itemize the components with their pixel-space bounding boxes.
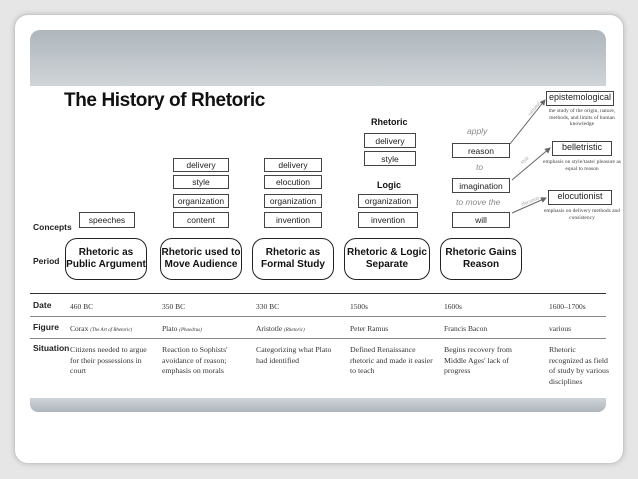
concept-box: will	[452, 212, 510, 228]
date-cell: 1600s	[444, 302, 462, 311]
period-line: Move Audience	[164, 259, 238, 270]
concept-box: style	[173, 175, 229, 189]
figure-cell	[162, 324, 202, 336]
divider	[30, 316, 606, 317]
branch-box: belletristic	[552, 141, 612, 156]
figure-cell: Peter Ramus	[350, 324, 389, 333]
concept-box: content	[173, 212, 229, 228]
to-move-label: to move the	[456, 197, 501, 207]
situation-cell: Reaction to Sophists' avoidance of reason; emphasis on morals	[162, 345, 228, 375]
period-line: Rhetoric as	[78, 247, 134, 258]
figure-cell: Francis Bacon	[444, 324, 488, 333]
concept-box: elocution	[264, 175, 322, 189]
arrow-label: elocution	[520, 196, 541, 208]
date-cell: 350 BC	[162, 302, 186, 311]
branch-box: elocutionist	[548, 190, 612, 205]
figure-cell	[256, 324, 305, 336]
concept-box: delivery	[173, 158, 229, 172]
period-line: Rhetoric Gains	[445, 247, 517, 258]
figure-note: (Phaedrus)	[179, 328, 202, 333]
logic-label: Logic	[377, 180, 401, 190]
concept-box: style	[364, 151, 416, 166]
divider	[30, 338, 606, 339]
figure-note: (The Art of Rhetoric)	[90, 328, 133, 333]
branch-description: the study of the origin, nature, methods, and limits of human knowledge	[548, 108, 616, 127]
figure-cell	[70, 324, 132, 336]
period-line: Rhetoric used to	[161, 247, 241, 258]
period-box	[252, 238, 334, 280]
branch-box: epistemological	[546, 91, 614, 106]
concept-box: imagination	[452, 178, 510, 193]
concept-box: invention	[358, 212, 418, 228]
date-cell: 1600–1700s	[549, 302, 586, 311]
period-line: Rhetoric & Logic	[346, 247, 427, 258]
arrow-label: rational	[527, 101, 542, 118]
period-box	[160, 238, 242, 280]
figure-note: (Rhetoric)	[284, 328, 305, 333]
slide-header-band	[30, 30, 606, 86]
period-line: Rhetoric as	[265, 247, 321, 258]
concept-box: organization	[264, 194, 322, 208]
figure-name: Corax	[70, 324, 89, 333]
situation-cell: Rhetoric recognized as field of study by various disciplines	[549, 345, 609, 386]
date-cell: 1500s	[350, 302, 368, 311]
concept-box: reason	[452, 143, 510, 158]
branch-description: emphasis on delivery methods and consistency	[543, 208, 621, 221]
arrow-belletristic	[512, 148, 550, 180]
branch-arrows	[500, 88, 560, 218]
situation-cell: Categorizing what Plato had identified	[256, 345, 332, 365]
concept-box: speeches	[79, 212, 135, 228]
period-line: Public Argument	[66, 259, 146, 270]
period-box	[344, 238, 430, 280]
period-line: Formal Study	[261, 259, 325, 270]
to-label: to	[476, 162, 484, 172]
period-box	[65, 238, 147, 280]
concept-box: delivery	[264, 158, 322, 172]
slide-footer-band	[30, 398, 606, 412]
figure-name: Aristotle	[256, 324, 283, 333]
situation-cell: Defined Renaissance rhetoric and made it easier to teach	[350, 345, 433, 375]
concept-box: invention	[264, 212, 322, 228]
row-label-concepts: Concepts	[33, 222, 72, 232]
period-line: Reason	[462, 259, 500, 270]
concept-box: delivery	[364, 133, 416, 148]
branch-description: emphasis on style/taste/ pleasure as equal to reason	[543, 159, 621, 172]
arrow-label: style	[520, 155, 531, 166]
row-label-situation: Situation	[33, 343, 70, 353]
row-label-date: Date	[33, 300, 52, 310]
situation-cell: Begins recovery from Middle Ages' lack of progress	[444, 345, 512, 375]
period-line: Separate	[365, 259, 409, 270]
concept-box: organization	[358, 194, 418, 208]
concept-box: organization	[173, 194, 229, 208]
date-cell: 460 BC	[70, 302, 94, 311]
figure-name: Plato	[162, 324, 178, 333]
row-label-period: Period	[33, 256, 60, 266]
row-label-figure: Figure	[33, 322, 59, 332]
period-box	[440, 238, 522, 280]
date-cell: 330 BC	[256, 302, 280, 311]
figure-cell: various	[549, 324, 572, 333]
divider	[30, 293, 606, 294]
apply-label: apply	[467, 126, 488, 136]
diagram-title: The History of Rhetoric	[64, 90, 265, 111]
situation-cell: Citizens needed to argue for their possessions in court	[70, 345, 147, 375]
rhetoric-label: Rhetoric	[371, 117, 408, 127]
